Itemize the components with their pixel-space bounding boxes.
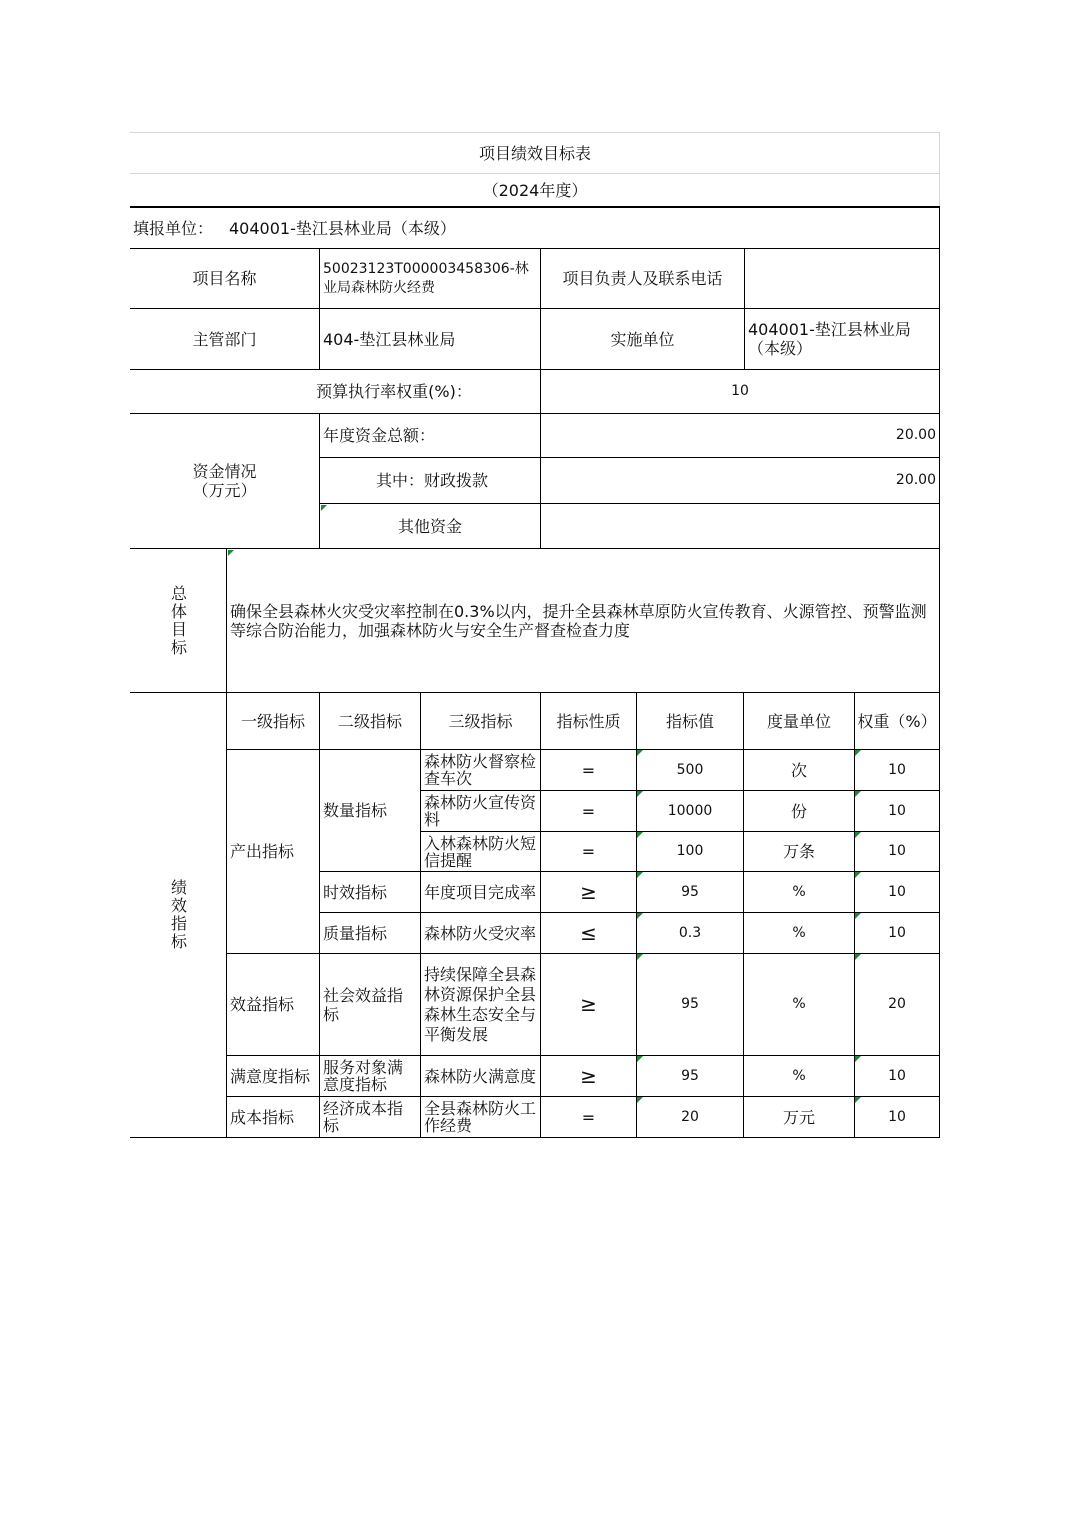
- cell-marker-icon: [855, 1097, 861, 1103]
- cell-marker-icon: [637, 791, 643, 797]
- nature-cell: =: [581, 842, 596, 861]
- unit-value: 404001-垫江县林业局（本级）: [229, 218, 456, 238]
- cell-marker-icon: [228, 550, 234, 556]
- cell-marker-icon: [855, 1056, 861, 1062]
- level3-cell: 森林防火满意度: [424, 1066, 537, 1086]
- level2-quality: 质量指标: [323, 923, 388, 943]
- cell-marker-icon: [637, 954, 643, 960]
- nature-cell: =: [581, 801, 596, 821]
- weight-cell: 20: [888, 996, 906, 1012]
- project-name-label: 项目名称: [192, 269, 257, 288]
- cell-marker-icon: [855, 791, 861, 797]
- cell-marker-icon: [637, 872, 643, 878]
- level3-cell: 全县森林防火工作经费: [424, 1099, 537, 1135]
- nature-cell: ≥: [580, 879, 597, 904]
- unit-cell: 次: [790, 760, 807, 780]
- weight-cell: 10: [888, 1108, 906, 1125]
- funds-total-value: 20.00: [895, 427, 936, 443]
- dept-label: 主管部门: [192, 329, 257, 349]
- level1-output: 产出指标: [230, 842, 295, 861]
- nature-cell: ≤: [580, 920, 597, 945]
- level3-cell: 入林森林防火短信提醒: [424, 833, 537, 870]
- level1-satisfaction: 满意度指标: [230, 1066, 311, 1086]
- level2-quantity: 数量指标: [323, 801, 388, 820]
- level3-cell: 年度项目完成率: [424, 882, 537, 902]
- level2-service-satisfaction: 服务对象满意度指标: [323, 1058, 404, 1094]
- funds-fiscal-value: 20.00: [895, 472, 936, 488]
- funds-other-label: 其他资金: [397, 516, 462, 536]
- cell-marker-icon: [855, 913, 861, 919]
- project-name-value: 50023123T000003458306-林业局森林防火经费: [323, 260, 529, 296]
- value-cell: 10000: [667, 802, 713, 819]
- unit-cell: 份: [790, 801, 807, 821]
- header-weight: 权重（%）: [857, 711, 937, 731]
- level3-cell: 森林防火宣传资料: [424, 793, 537, 829]
- value-cell: 100: [676, 843, 704, 859]
- unit-cell: %: [792, 924, 806, 941]
- value-cell: 95: [681, 883, 699, 900]
- weight-cell: 10: [888, 924, 906, 941]
- cell-marker-icon: [855, 872, 861, 878]
- value-cell: 500: [676, 761, 704, 778]
- value-cell: 20: [681, 1108, 699, 1125]
- funds-other-value: [541, 504, 939, 548]
- weight-cell: 10: [888, 761, 906, 778]
- weight-cell: 10: [888, 1067, 906, 1084]
- header-unit: 度量单位: [766, 711, 831, 731]
- budget-weight-label: 预算执行率权重(%)：: [316, 382, 472, 401]
- value-cell: 95: [681, 1067, 699, 1084]
- funds-fiscal-label: 其中：财政拨款: [375, 471, 488, 490]
- cell-marker-icon: [855, 832, 861, 838]
- unit-cell: %: [792, 883, 806, 900]
- year-subtitle: （2024年度）: [482, 180, 588, 200]
- header-level1: 一级指标: [240, 711, 305, 731]
- nature-cell: =: [581, 760, 596, 780]
- cell-marker-icon: [637, 1056, 643, 1062]
- leader-label: 项目负责人及联系电话: [562, 269, 723, 288]
- impl-value: 404001-垫江县林业局（本级）: [748, 320, 911, 358]
- header-nature: 指标性质: [556, 711, 621, 731]
- cell-marker-icon: [855, 750, 861, 756]
- level2-economic-cost: 经济成本指标: [323, 1099, 404, 1135]
- nature-cell: =: [581, 1107, 596, 1127]
- cell-marker-icon: [855, 954, 861, 960]
- cell-marker-icon: [637, 913, 643, 919]
- goal-text: 确保全县森林火灾受灾率控制在0.3%以内，提升全县森林草原防火宣传教育、火源管控、预警监测等综合防治能力，加强森林防火与安全生产督查检查力度: [230, 601, 927, 640]
- unit-cell: 万元: [782, 1107, 815, 1127]
- funds-label: 资金情况（万元）: [192, 462, 257, 500]
- level2-timeliness: 时效指标: [323, 882, 388, 902]
- level1-cost: 成本指标: [230, 1107, 295, 1127]
- unit-cell: 万条: [782, 842, 815, 861]
- level1-benefit: 效益指标: [230, 995, 295, 1014]
- goal-label: 总体目标: [168, 584, 188, 657]
- nature-cell: ≥: [580, 1063, 597, 1088]
- header-level3: 三级指标: [448, 711, 513, 731]
- weight-cell: 10: [888, 883, 906, 900]
- cell-marker-icon: [321, 505, 327, 511]
- cell-marker-icon: [637, 832, 643, 838]
- cell-marker-icon: [637, 1097, 643, 1103]
- impl-label: 实施单位: [610, 329, 675, 349]
- dept-value: 404-垫江县林业局: [323, 329, 456, 349]
- unit-cell: %: [792, 996, 806, 1012]
- level3-cell: 森林防火督察检查车次: [424, 752, 537, 788]
- unit-cell: %: [792, 1067, 806, 1084]
- value-cell: 95: [681, 996, 699, 1012]
- value-cell: 0.3: [678, 924, 702, 941]
- leader-value: [745, 249, 939, 308]
- header-value: 指标值: [665, 711, 714, 731]
- nature-cell: ≥: [580, 992, 597, 1016]
- funds-total-label: 年度资金总额：: [323, 426, 436, 445]
- page-title: 项目绩效目标表: [478, 143, 591, 163]
- perf-label: 绩效指标: [168, 879, 188, 951]
- budget-weight-value: 10: [731, 383, 749, 399]
- unit-label: 填报单位：: [133, 218, 214, 238]
- cell-marker-icon: [637, 750, 643, 756]
- header-level2: 二级指标: [337, 711, 402, 731]
- level3-cell: 持续保障全县森林资源保护全县森林生态安全与平衡发展: [424, 964, 537, 1044]
- level3-cell: 森林防火受灾率: [424, 923, 537, 943]
- weight-cell: 10: [888, 843, 906, 859]
- weight-cell: 10: [888, 802, 906, 819]
- level2-social-benefit: 社会效益指标: [323, 985, 404, 1024]
